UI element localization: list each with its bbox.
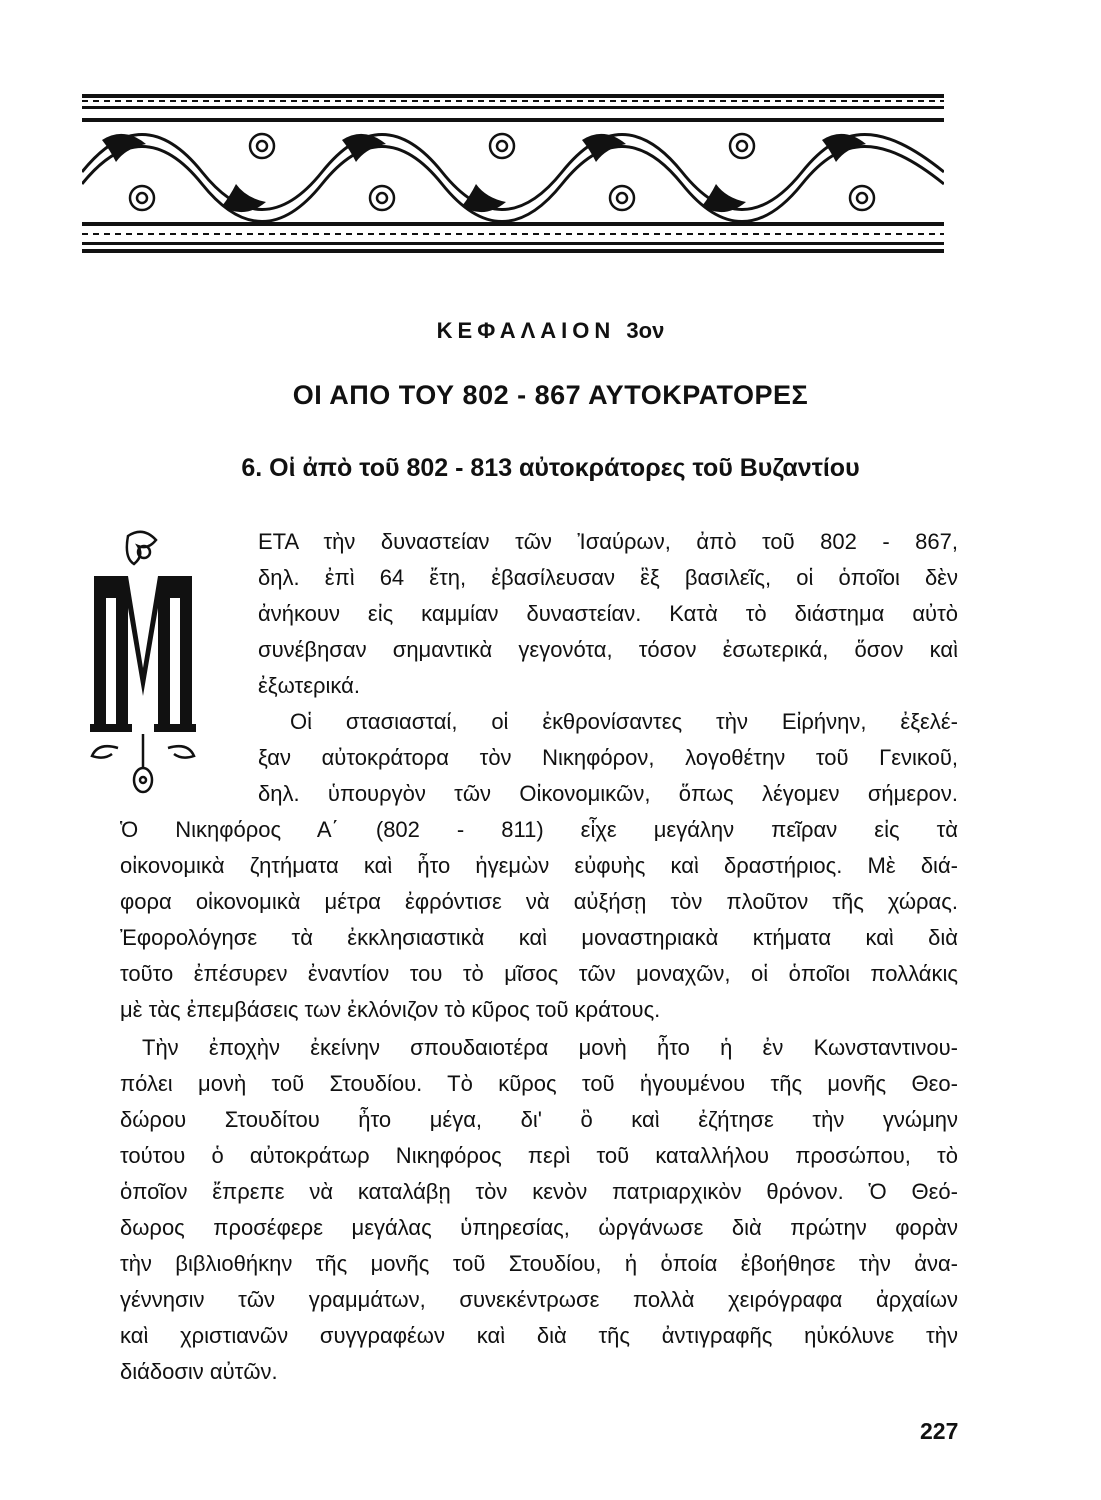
text-line: διάδοσιν αὐτῶν. [120,1359,278,1384]
text-line: φορα οἰκονομικὰ μέτρα ἐφρόντισε νὰ αὐξήσῃ τὸν πλοῦτον τῆς χώρας. [120,889,958,914]
text-line: δηλ. ἐπὶ 64 ἔτη, ἐβασίλευσαν ἓξ βασιλεῖς, οἱ ὁποῖοι δὲν [258,565,958,590]
chapter-heading [0,318,1101,344]
chapter-title: ΟΙ ΑΠΟ ΤΟΥ 802 - 867 ΑΥΤΟΚΡΑΤΟΡΕΣ [292,380,809,410]
text-line: δωρος προσέφερε μεγάλας ὑπηρεσίας, ὠργάνωσε διὰ πρώτην φορὰν [120,1215,958,1240]
text-line: ὁποῖον ἔπρεπε νὰ καταλάβῃ τὸν κενὸν πατριαρχικὸν θρόνον. Ὁ Θεό- [120,1179,958,1204]
text-line: τοῦτο ἐπέσυρεν ἐναντίον του τὸ μῖσος τῶν μοναχῶν, οἱ ὁποῖοι πολλάκις [120,961,958,986]
text-line: δηλ. ὑπουργὸν τῶν Οἰκονομικῶν, ὅπως λέγομεν σήμερον. [258,781,958,806]
text-line: ξαν αὐτοκράτορα τὸν Νικηφόρον, λογοθέτην τοῦ Γενικοῦ, [258,745,958,770]
text-line: ΕΤΑ τὴν δυναστείαν τῶν Ἰσαύρων, ἀπὸ τοῦ 802 - 867, [258,529,958,554]
text-line: συνέβησαν σημαντικὰ γεγονότα, τόσον ἐσωτερικά, ὅσον καὶ [258,637,958,662]
text-line: καὶ χριστιανῶν συγγραφέων καὶ διὰ τῆς ἀντιγραφῆς ηὐκόλυνε τὴν [120,1323,958,1348]
text-line: τὴν βιβλιοθήκην τῆς μονῆς τοῦ Στουδίου, ἡ ὁποία ἐβοήθησε τὴν ἀνα- [120,1251,958,1276]
text-line: τούτου ὁ αὐτοκράτωρ Νικηφόρος περὶ τοῦ καταλλήλου προσώπου, τὸ [120,1143,958,1168]
text-line: γέννησιν τῶν γραμμάτων, συνεκέντρωσε πολλὰ χειρόγραφα ἀρχαίων [120,1287,958,1312]
decorated-initial-m [88,528,198,796]
section-heading: 6. Οἱ ἀπὸ τοῦ 802 - 813 αὐτοκράτορες τοῦ Βυζαντίου [241,454,860,482]
text-line: ἐξωτερικά. [258,673,360,698]
chapter-label: ΚΕΦΑΛΑΙΟΝ [436,318,616,343]
text-line: Οἱ στασιασταί, οἱ ἐκθρονίσαντες τὴν Εἰρήνην, ἐξελέ- [290,709,958,734]
text-line: δώρου Στουδίτου ἦτο μέγα, δι' ὃ καὶ ἐζήτησε τὴν γνώμην [120,1107,958,1132]
text-line: μὲ τὰς ἐπεμβάσεις των ἐκλόνιζον τὸ κῦρος τοῦ κράτους. [120,997,661,1022]
text-line: οἰκονομικὰ ζητήματα καὶ ἦτο ἡγεμὼν εὐφυὴς καὶ δραστήριος. Μὲ διά- [120,853,958,878]
text-line: Ὁ Νικηφόρος Α΄ (802 - 811) εἶχε μεγάλην πεῖραν εἰς τὰ [120,817,958,842]
text-line: ἀνήκουν εἰς καμμίαν δυναστείαν. Κατὰ τὸ διάστημα αὐτὸ [258,601,958,626]
page-number: 227 [920,1418,959,1444]
text-line: Ἐφορολόγησε τὰ ἐκκλησιαστικὰ καὶ μοναστηριακὰ κτήματα καὶ διὰ [120,925,958,950]
text-line: πόλει μονὴ τοῦ Στουδίου. Τὸ κῦρος τοῦ ἡγουμένου τῆς μονῆς Θεο- [120,1071,958,1096]
text-line: Τὴν ἐποχὴν ἐκείνην σπουδαιοτέρα μονὴ ἦτο ἡ ἐν Κωνσταντινου- [142,1035,958,1060]
ornamental-header-band [82,88,944,254]
chapter-number: 3ον [626,318,665,343]
